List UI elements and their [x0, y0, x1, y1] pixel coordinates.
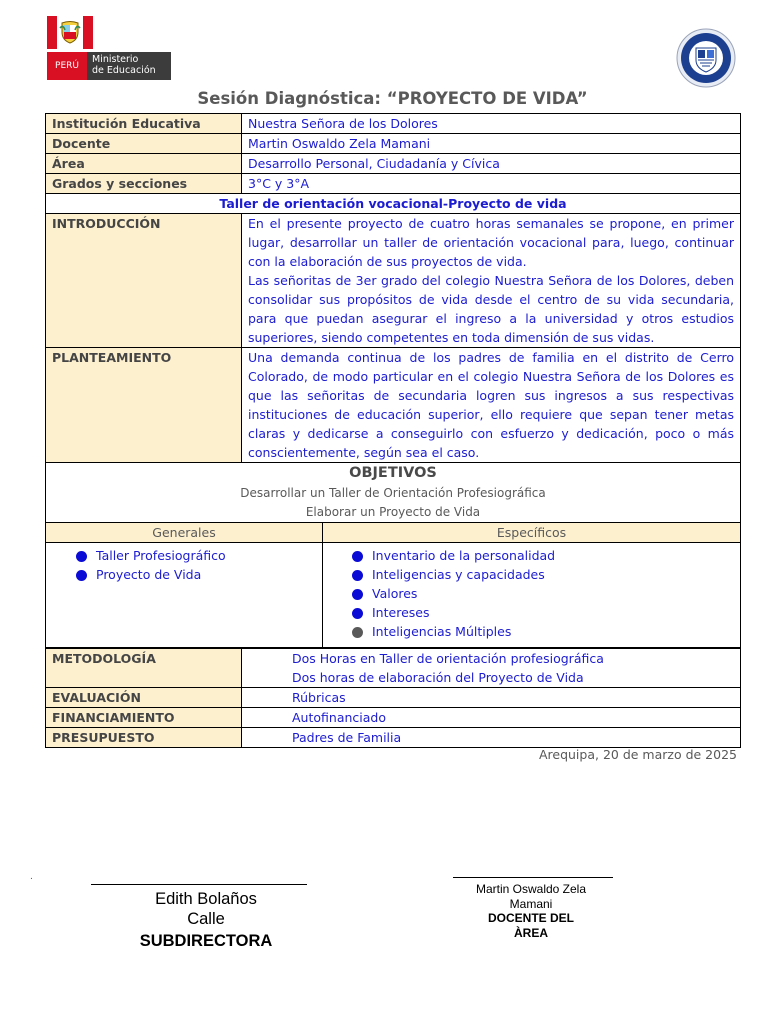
objectives-block: [46, 463, 741, 523]
minedu-logo: [47, 16, 171, 80]
budget-value: Padres de Familia: [242, 728, 741, 748]
budget-label: PRESUPUESTO: [46, 728, 242, 748]
planteamiento-label: PLANTEAMIENTO: [46, 348, 242, 463]
especificos-list: [323, 543, 740, 647]
school-emblem-icon: [676, 28, 736, 88]
info-value: Desarrollo Personal, Ciudadanía y Cívica: [242, 154, 741, 174]
info-value: Nuestra Señora de los Dolores: [242, 114, 741, 134]
financing-label: FINANCIAMIENTO: [46, 708, 242, 728]
list-item: Inventario de la personalidad: [352, 546, 740, 565]
introduction-label: INTRODUCCIÓN: [46, 214, 242, 348]
signature-line-right: [453, 877, 613, 878]
info-value: Martin Oswaldo Zela Mamani: [242, 134, 741, 154]
list-item: Proyecto de Vida: [76, 565, 322, 584]
list-item: Taller Profesiográfico: [76, 546, 322, 565]
peru-flag-icon: [47, 16, 93, 49]
signature-line-left: [91, 884, 307, 885]
evaluation-label: EVALUACIÓN: [46, 688, 242, 708]
especificos-header: Específicos: [323, 523, 741, 543]
list-item: Inteligencias y capacidades: [352, 565, 740, 584]
budget-row: [46, 728, 741, 748]
methodology-value: Dos Horas en Taller de orientación profesiográfica Dos horas de elaboración del Proyecto de Vida: [242, 649, 741, 688]
objective-line: Desarrollar un Taller de Orientación Profesiográfica: [240, 486, 546, 500]
generales-header: Generales: [46, 523, 323, 543]
methodology-label: METODOLOGÍA: [46, 649, 242, 688]
peru-label: PERÚ: [47, 52, 87, 80]
especificos-list-cell: [323, 543, 741, 648]
objective-line: Elaborar un Proyecto de Vida: [305, 505, 481, 519]
info-label: Institución Educativa: [46, 114, 242, 134]
evaluation-row: [46, 688, 741, 708]
evaluation-value: Rúbricas: [242, 688, 741, 708]
introduction-row: [46, 214, 741, 348]
methodology-table: [45, 648, 741, 748]
info-label: Docente: [46, 134, 242, 154]
stray-dot: .: [30, 872, 33, 882]
list-item: Intereses: [352, 603, 740, 622]
financing-value: Autofinanciado: [242, 708, 741, 728]
info-value: 3°C y 3°A: [242, 174, 741, 194]
list-item: Inteligencias Múltiples: [352, 622, 740, 641]
methodology-row: [46, 649, 741, 688]
coat-of-arms-icon: [59, 20, 81, 44]
objectives-title: OBJETIVOS: [349, 465, 437, 481]
generales-list: [46, 543, 322, 590]
financing-row: [46, 708, 741, 728]
info-label: Área: [46, 154, 242, 174]
ministerio-label: Ministerio de Educación: [87, 52, 171, 80]
document-date: Arequipa, 20 de marzo de 2025: [538, 747, 737, 762]
info-row: [46, 114, 741, 134]
info-row: [46, 174, 741, 194]
page-title: Sesión Diagnóstica: “PROYECTO DE VIDA”: [197, 89, 588, 108]
workshop-subtitle: Taller de orientación vocacional-Proyecto de vida: [46, 194, 741, 214]
signature-docente: Martin Oswaldo Zela Mamani DOCENTE DEL ÀREA: [475, 882, 587, 940]
introduction-text: En el presente proyecto de cuatro horas semanales se propone, en primer lugar, desarrollar un taller de orientación vocacional para, luego, continuar con la elaboración de sus proyectos de vida. Las señoritas de 3er grado del colegio Nuestra Señora de los Dolores, deben consolidar sus propósitos de vida desde el centro de su vida secundaria, para que puedan asegurar el ingreso a la universidad y otros estudios superiores, siendo competentes en toda dimensión de sus vidas.: [242, 214, 741, 348]
planteamiento-text: Una demanda continua de los padres de familia en el distrito de Cerro Colorado, de modo particular en el colegio Nuestra Señora de los Dolores es que las señoritas de secundaria logren sus ingresos a sus respectivas instituciones de educación superior, ello requiere que sepan tener metas claras y dedicarse a conseguirlo con esfuerzo y dedicación, poco o más conscientemente, según sea el caso.: [242, 348, 741, 463]
list-item: Valores: [352, 584, 740, 603]
info-row: [46, 134, 741, 154]
info-label: Grados y secciones: [46, 174, 242, 194]
session-table: [45, 113, 741, 648]
planteamiento-row: [46, 348, 741, 463]
signature-subdirectora: Edith Bolaños Calle SUBDIRECTORA: [139, 890, 273, 950]
info-row: [46, 154, 741, 174]
generales-list-cell: [46, 543, 323, 648]
